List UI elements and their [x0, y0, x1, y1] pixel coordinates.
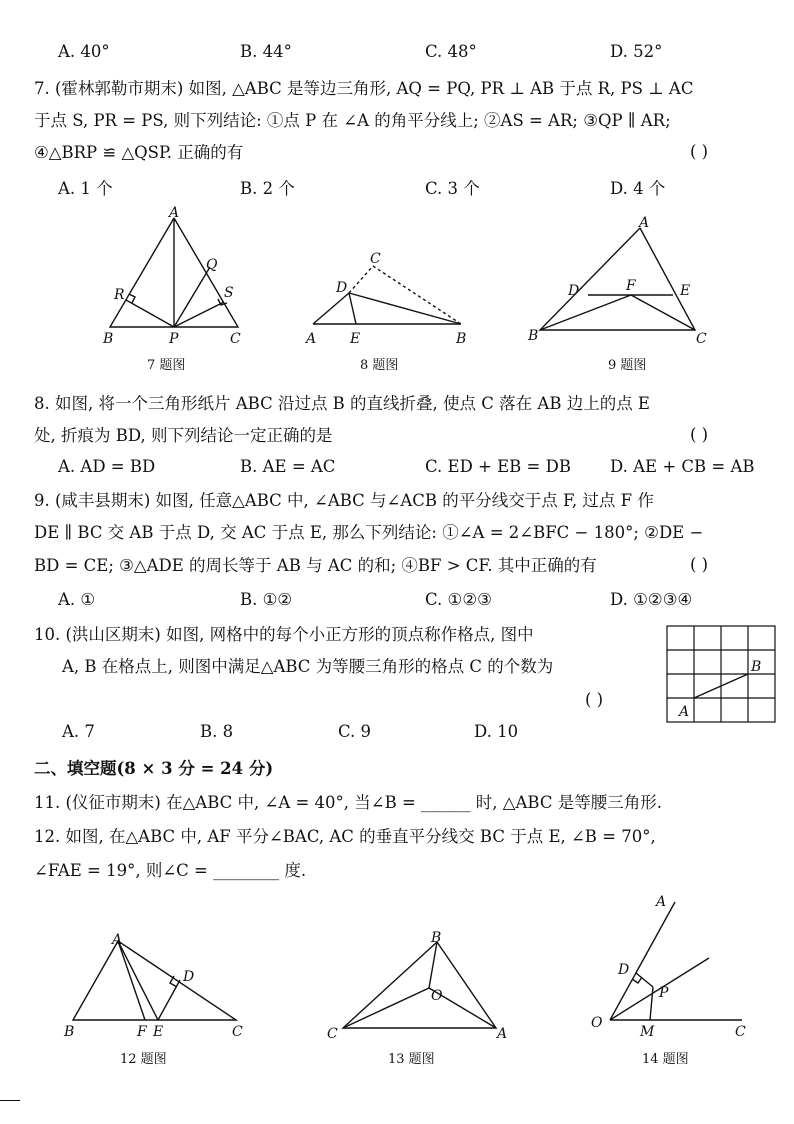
fig14-label-m: M	[640, 1024, 655, 1040]
fig9-label-c: C	[696, 331, 707, 347]
q8-option-b: B. AE = AC	[240, 457, 336, 476]
figure-7-caption: 7 题图	[147, 358, 186, 373]
fig7-label-p: P	[169, 331, 179, 347]
fig14-label-p: P	[659, 985, 669, 1001]
q10-answer-paren: ( )	[585, 690, 604, 709]
q10-line-2: A, B 在格点上, 则图中满足△ABC 为等腰三角形的格点 C 的个数为	[62, 657, 554, 676]
fig12-label-c: C	[232, 1024, 243, 1040]
figure-14-caption: 14 题图	[642, 1052, 689, 1067]
fig13-label-b: B	[431, 930, 442, 946]
q8-line-2: 处, 折痕为 BD, 则下列结论一定正确的是	[34, 426, 333, 445]
figure-13	[320, 925, 520, 1045]
q11-line: 11. (仪征市期末) 在△ABC 中, ∠A = 40°, 当∠B = ______ 时, △ABC 是等腰三角形.	[34, 793, 662, 812]
fig9-label-b: B	[528, 328, 539, 344]
fig13-label-a: A	[497, 1026, 508, 1042]
fig14-label-c: C	[735, 1024, 746, 1040]
q9-option-b: B. ①②	[240, 590, 293, 609]
q10-option-b: B. 8	[200, 722, 234, 741]
fig8-label-b: B	[456, 331, 467, 347]
fig8-label-c: C	[370, 251, 381, 267]
q10-line-1: 10. (洪山区期末) 如图, 网格中的每个小正方形的顶点称作格点, 图中	[34, 625, 534, 644]
q7-option-a: A. 1 个	[58, 179, 113, 198]
q7-line-3: ④△BRP ≌ △QSP. 正确的有	[34, 143, 244, 162]
fig8-label-e: E	[350, 331, 361, 347]
q8-option-c: C. ED + EB = DB	[425, 457, 571, 476]
q6-option-d: D. 52°	[610, 42, 663, 61]
fig9-label-e: E	[680, 283, 691, 299]
fig12-label-b: B	[64, 1024, 75, 1040]
figure-9	[525, 215, 710, 350]
fig12-label-a: A	[112, 932, 123, 948]
fig14-label-a: A	[656, 894, 667, 910]
fig12-label-e: E	[153, 1024, 164, 1040]
figure-14	[585, 890, 755, 1040]
figure-9-caption: 9 题图	[608, 358, 647, 373]
q10-option-a: A. 7	[62, 722, 95, 741]
figure-10-grid	[665, 624, 780, 724]
figure-12	[60, 925, 250, 1045]
q6-option-b: B. 44°	[240, 42, 292, 61]
fig7-label-q: Q	[206, 257, 218, 273]
figure-13-caption: 13 题图	[388, 1052, 435, 1067]
fig8-label-d: D	[336, 280, 348, 296]
q7-option-b: B. 2 个	[240, 179, 295, 198]
q7-option-c: C. 3 个	[425, 179, 480, 198]
q12-line-2: ∠FAE = 19°, 则∠C = ________ 度.	[34, 861, 307, 880]
fig14-label-o: O	[591, 1015, 603, 1031]
figure-12-caption: 12 题图	[120, 1052, 167, 1067]
fig12-label-f: F	[137, 1024, 147, 1040]
fig14-label-d: D	[618, 962, 630, 978]
q8-option-d: D. AE + CB = AB	[610, 457, 755, 476]
q9-option-a: A. ①	[58, 590, 96, 609]
section-2-heading: 二、填空题(8 × 3 分 = 24 分)	[34, 759, 274, 778]
q9-line-3: BD = CE; ③△ADE 的周长等于 AB 与 AC 的和; ④BF > CF. 其中正确的有	[34, 556, 597, 575]
figure-8	[300, 250, 475, 350]
q6-option-c: C. 48°	[425, 42, 477, 61]
q9-answer-paren: ( )	[690, 555, 709, 574]
q9-option-c: C. ①②③	[425, 590, 492, 609]
fig7-label-b: B	[103, 331, 114, 347]
q9-line-1: 9. (咸丰县期末) 如图, 任意△ABC 中, ∠ABC 与∠ACB 的平分线交于点 F, 过点 F 作	[34, 491, 654, 510]
fig13-label-o: O	[431, 988, 443, 1004]
fig8-label-a: A	[306, 331, 317, 347]
figure-7	[100, 205, 250, 350]
q7-line-1: 7. (霍林郭勒市期末) 如图, △ABC 是等边三角形, AQ = PQ, PR ⊥ AB 于点 R, PS ⊥ AC	[34, 79, 694, 98]
figure-8-caption: 8 题图	[360, 358, 399, 373]
fig7-label-c: C	[230, 331, 241, 347]
fig12-label-d: D	[183, 969, 195, 985]
fig9-label-a: A	[639, 215, 650, 231]
fig7-label-a: A	[169, 205, 180, 221]
q8-line-1: 8. 如图, 将一个三角形纸片 ABC 沿过点 B 的直线折叠, 使点 C 落在 AB 边上的点 E	[34, 394, 650, 413]
grid-label-a: A	[679, 704, 690, 720]
q7-line-2: 于点 S, PR = PS, 则下列结论: ①点 P 在 ∠A 的角平分线上; ②AS = AR; ③QP ∥ AR;	[34, 111, 671, 130]
fig9-label-f: F	[626, 278, 636, 294]
q9-option-d: D. ①②③④	[610, 590, 693, 609]
fig7-label-s: S	[224, 285, 234, 301]
fig9-label-d: D	[568, 283, 580, 299]
q6-option-a: A. 40°	[58, 42, 110, 61]
q10-option-d: D. 10	[474, 722, 519, 741]
q9-line-2: DE ∥ BC 交 AB 于点 D, 交 AC 于点 E, 那么下列结论: ①∠A = 2∠BFC − 180°; ②DE −	[34, 523, 704, 542]
fig7-label-r: R	[114, 287, 125, 303]
page-margin-dash	[0, 1100, 20, 1101]
q7-answer-paren: ( )	[690, 142, 709, 161]
q8-answer-paren: ( )	[690, 425, 709, 444]
grid-label-b: B	[751, 659, 762, 675]
q10-option-c: C. 9	[338, 722, 372, 741]
fig13-label-c: C	[327, 1026, 338, 1042]
q12-line-1: 12. 如图, 在△ABC 中, AF 平分∠BAC, AC 的垂直平分线交 BC 于点 E, ∠B = 70°,	[34, 827, 656, 846]
q7-option-d: D. 4 个	[610, 179, 666, 198]
q8-option-a: A. AD = BD	[58, 457, 156, 476]
